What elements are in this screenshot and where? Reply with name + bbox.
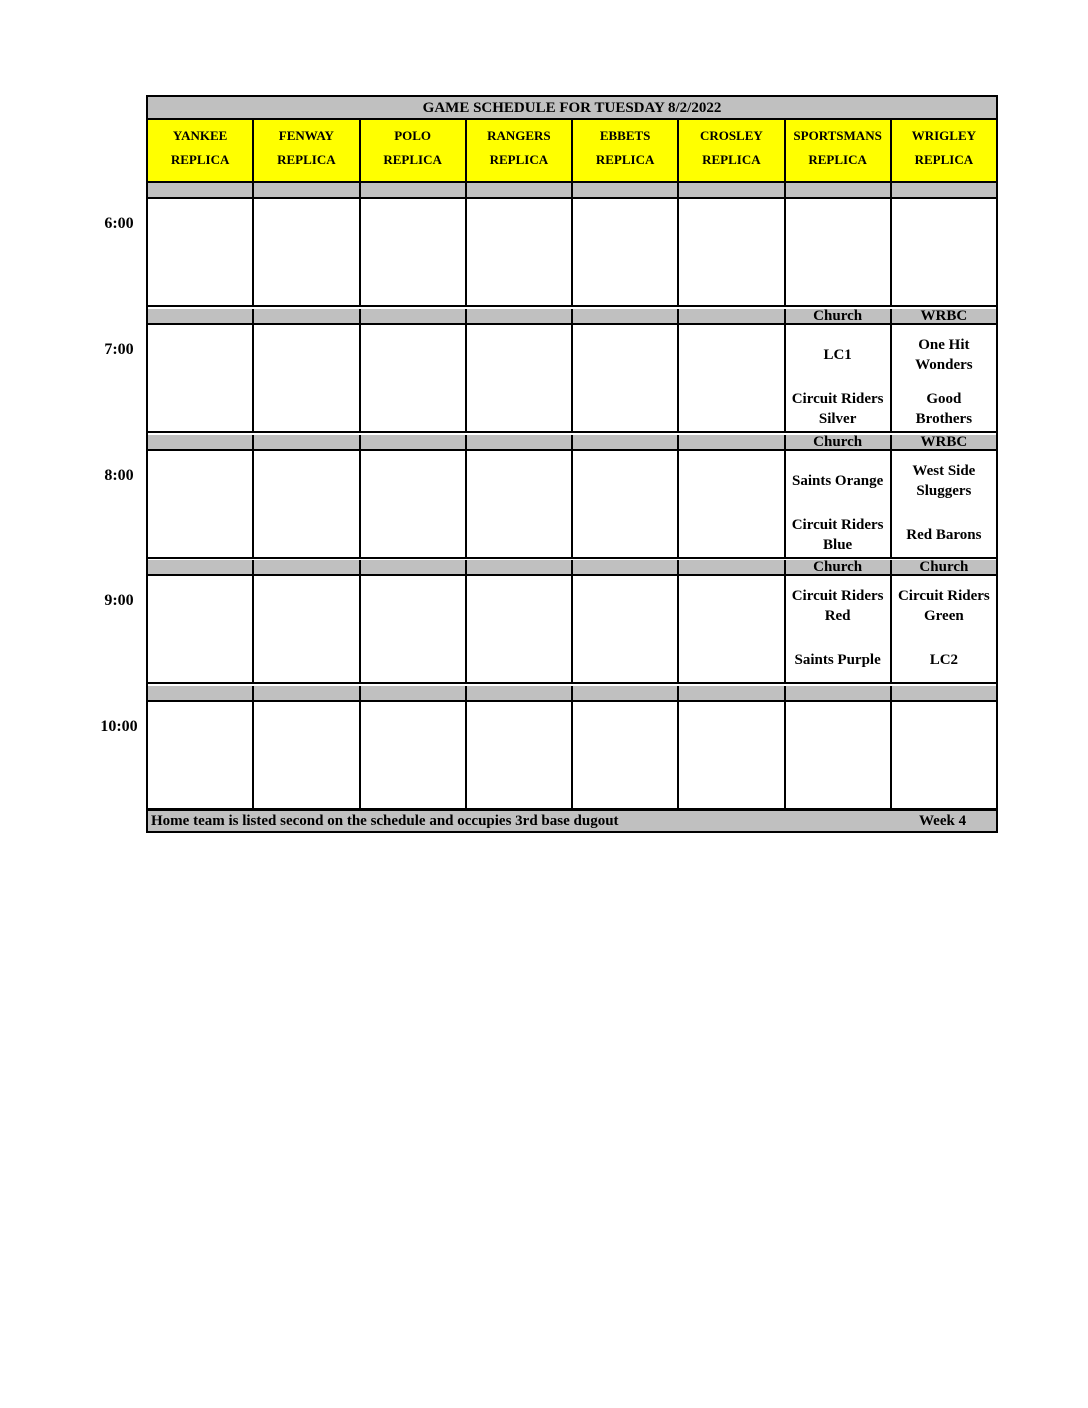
time-label: 8:00 xyxy=(104,467,134,484)
field-header-sportsmans xyxy=(786,120,892,181)
game-cell xyxy=(786,576,892,682)
game-cell xyxy=(573,199,679,305)
game-cell xyxy=(254,451,360,557)
field-subtitle: REPLICA xyxy=(702,152,761,167)
game-row xyxy=(148,323,996,433)
game-cell xyxy=(892,199,996,305)
field-name: YANKEE xyxy=(172,128,228,143)
game-cell xyxy=(573,576,679,682)
field-subtitle: REPLICA xyxy=(170,152,230,167)
game-cell xyxy=(892,451,996,557)
game-cell xyxy=(786,702,892,808)
field-name: FENWAY xyxy=(278,128,334,143)
field-header-crosley xyxy=(679,120,785,181)
field-name: RANGERS xyxy=(487,128,551,143)
away-team: Circuit Riders Green xyxy=(897,588,990,624)
game-cell xyxy=(573,451,679,557)
away-team: One Hit Wonders xyxy=(915,337,973,373)
game-cell xyxy=(254,576,360,682)
game-cell xyxy=(573,702,679,808)
game-cell xyxy=(467,451,573,557)
field-header-row xyxy=(148,120,996,183)
field-header-polo xyxy=(361,120,467,181)
field-header-ebbets xyxy=(573,120,679,181)
umpire-cell: WRBC xyxy=(892,309,996,325)
field-header-rangers xyxy=(467,120,573,181)
field-name: CROSLEY xyxy=(699,128,763,143)
field-subtitle: REPLICA xyxy=(808,152,867,167)
umpire-cell: WRBC xyxy=(892,435,996,451)
game-cell xyxy=(679,576,785,682)
away-team: West Side Sluggers xyxy=(912,463,976,499)
game-cell xyxy=(467,702,573,808)
field-name: EBBETS xyxy=(599,128,651,143)
field-name: POLO xyxy=(394,128,432,143)
away-team: Saints Orange xyxy=(791,473,884,489)
schedule-table xyxy=(146,95,998,833)
week-label: Week 4 xyxy=(919,813,967,829)
game-cell xyxy=(148,576,254,682)
game-cell xyxy=(361,576,467,682)
schedule-title: GAME SCHEDULE FOR TUESDAY 8/2/2022 xyxy=(148,97,996,120)
game-cell xyxy=(361,199,467,305)
home-team: Circuit Riders Blue xyxy=(791,517,884,553)
umpire-cell: Church xyxy=(786,435,892,451)
game-cell xyxy=(892,702,996,808)
field-subtitle: REPLICA xyxy=(277,152,336,167)
game-cell xyxy=(573,325,679,431)
schedule-footer xyxy=(148,809,996,831)
time-label: 10:00 xyxy=(100,718,138,735)
game-cell xyxy=(361,451,467,557)
umpire-cell: Church xyxy=(786,560,892,576)
game-cell xyxy=(254,199,360,305)
field-header-yankee xyxy=(148,120,254,181)
away-team: LC1 xyxy=(823,347,852,363)
umpire-cell: Church xyxy=(892,560,996,576)
home-team: Circuit Riders Silver xyxy=(791,391,884,427)
game-cell xyxy=(892,576,996,682)
game-cell xyxy=(148,325,254,431)
game-cell xyxy=(679,199,785,305)
game-cell xyxy=(467,576,573,682)
field-subtitle: REPLICA xyxy=(914,152,974,167)
field-subtitle: REPLICA xyxy=(595,152,655,167)
game-cell xyxy=(786,199,892,305)
time-label: 6:00 xyxy=(104,215,134,232)
home-team: Saints Purple xyxy=(794,652,881,668)
away-team: Circuit Riders Red xyxy=(791,588,884,624)
game-cell xyxy=(467,325,573,431)
game-cell xyxy=(786,325,892,431)
game-cell xyxy=(148,451,254,557)
time-label: 9:00 xyxy=(104,592,134,609)
game-cell xyxy=(679,702,785,808)
game-row xyxy=(148,197,996,307)
game-cell xyxy=(254,702,360,808)
game-cell xyxy=(361,325,467,431)
home-team: LC2 xyxy=(929,652,959,668)
field-name: WRIGLEY xyxy=(911,128,977,143)
home-team: Good Brothers xyxy=(915,391,973,427)
game-cell xyxy=(361,702,467,808)
game-cell xyxy=(254,325,360,431)
field-subtitle: REPLICA xyxy=(489,152,549,167)
home-team: Red Barons xyxy=(906,527,982,543)
field-name: SPORTSMANS xyxy=(793,128,882,143)
field-header-wrigley xyxy=(892,120,996,181)
game-cell xyxy=(786,451,892,557)
game-cell xyxy=(679,325,785,431)
field-header-fenway xyxy=(254,120,360,181)
game-cell xyxy=(679,451,785,557)
umpire-cell: Church xyxy=(786,309,892,325)
game-row xyxy=(148,700,996,810)
home-team-note: Home team is listed second on the schedule and occupies 3rd base dugout xyxy=(151,813,619,829)
game-cell xyxy=(148,199,254,305)
time-label: 7:00 xyxy=(104,341,134,358)
game-cell xyxy=(148,702,254,808)
game-cell xyxy=(467,199,573,305)
game-row xyxy=(148,449,996,559)
game-row xyxy=(148,574,996,684)
field-subtitle: REPLICA xyxy=(383,152,442,167)
game-cell xyxy=(892,325,996,431)
